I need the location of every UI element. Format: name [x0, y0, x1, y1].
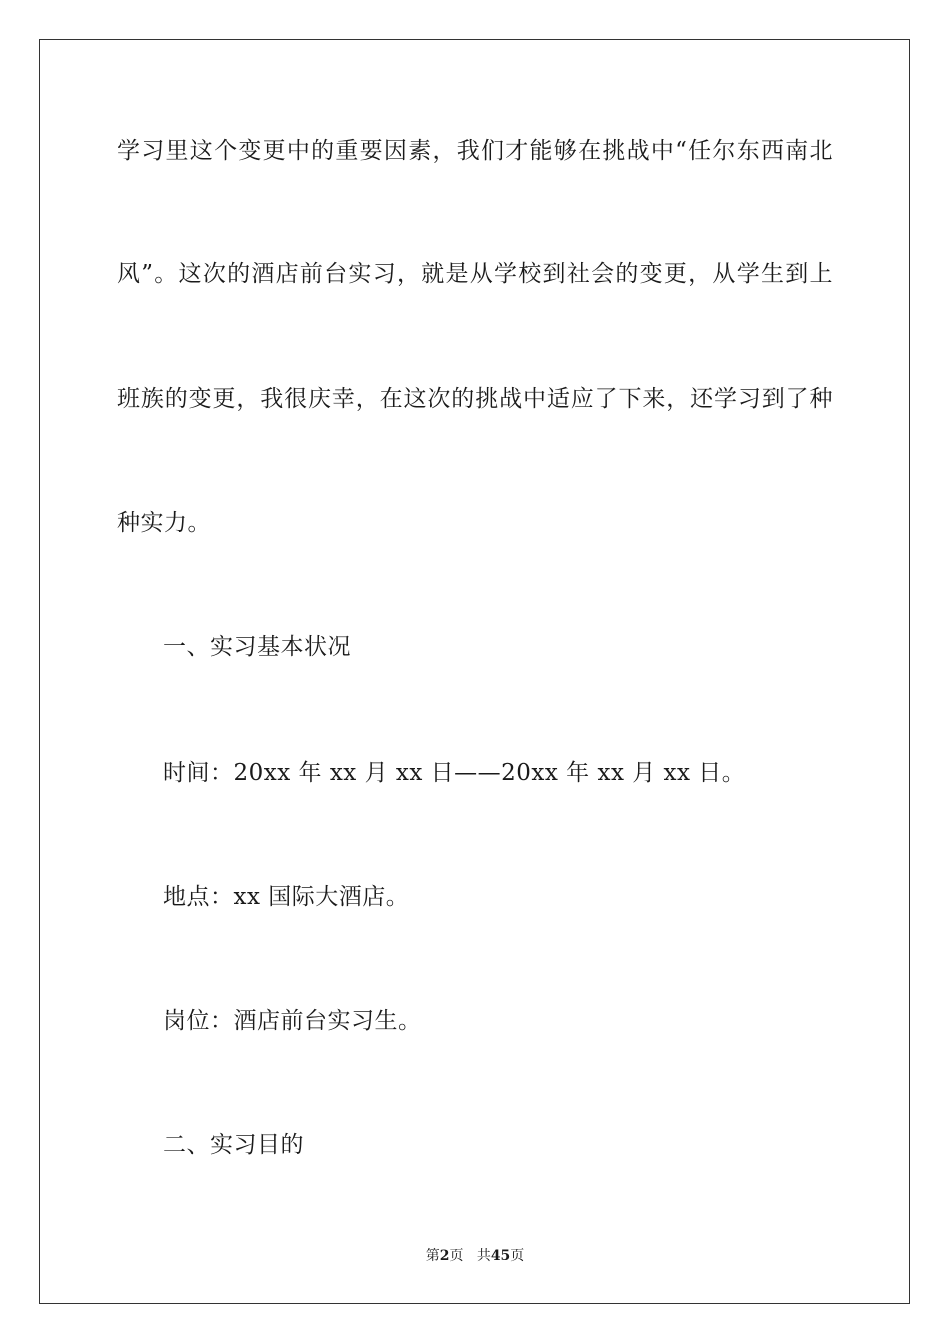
section-heading-basic-info: 一、实习基本状况 — [163, 634, 351, 660]
footer-total-suffix: 页 — [510, 1248, 525, 1264]
page-footer — [0, 1247, 950, 1265]
footer-total-prefix: 共 — [476, 1248, 491, 1264]
position-line: 岗位：酒店前台实习生。 — [163, 1008, 422, 1034]
location-line: 地点：xx 国际大酒店。 — [163, 884, 410, 910]
paragraph-line-4: 种实力。 — [117, 510, 211, 536]
footer-page-suffix: 页 — [449, 1248, 464, 1264]
paragraph-line-1: 学习里这个变更中的重要因素，我们才能够在挑战中“任尔东西南北 — [117, 138, 833, 164]
current-page-number: 2 — [439, 1248, 450, 1264]
footer-prefix: 第 — [425, 1248, 440, 1264]
paragraph-line-2: 风”。这次的酒店前台实习，就是从学校到社会的变更，从学生到上 — [117, 261, 833, 287]
paragraph-line-3: 班族的变更，我很庆幸，在这次的挑战中适应了下来，还学习到了种 — [117, 386, 833, 412]
page-border — [39, 39, 910, 1304]
total-pages-number: 45 — [490, 1248, 511, 1264]
time-line: 时间：20xx 年 xx 月 xx 日——20xx 年 xx 月 xx 日。 — [163, 760, 746, 786]
section-heading-purpose: 二、实习目的 — [163, 1132, 304, 1158]
